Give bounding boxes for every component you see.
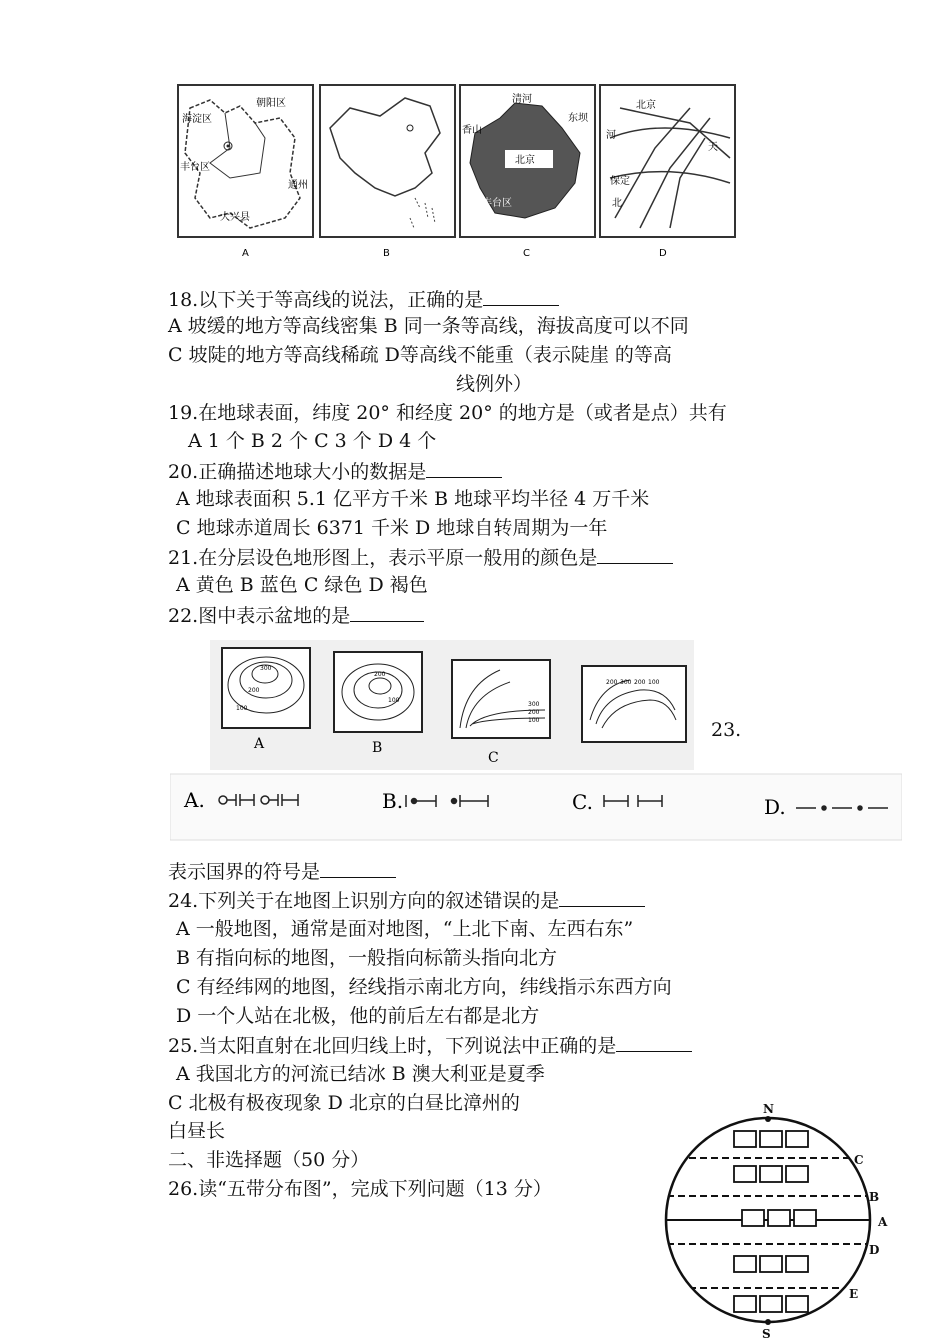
contour-label: 200 (374, 671, 386, 678)
map-d-label-he: 河 (606, 130, 616, 141)
question-25-options-cd: C 北极有极夜现象 D 北京的白昼比漳州的 (168, 1092, 520, 1114)
map-c-label-fengtai: 丰台区 (482, 198, 512, 209)
question-23-number: 23. (711, 719, 742, 741)
contour-label: 100 (648, 679, 660, 686)
map-d-caption: D (659, 248, 667, 259)
question-18-options-ab: A 坡缓的地方等高线密集 B 同一条等高线，海拔高度可以不同 (168, 315, 689, 337)
zone-label-a: A (878, 1215, 888, 1229)
map-c-caption: C (523, 248, 530, 259)
question-25-options-ab: A 我国北方的河流已结冰 B 澳大利亚是夏季 (176, 1063, 545, 1085)
question-23 (168, 859, 396, 884)
question-19-stem: 19.在地球表面，纬度 20° 和经度 20° 的地方是（或者是点）共有 (168, 402, 727, 424)
map-d (600, 85, 735, 259)
question-24-stem: 24.下列关于在地图上识别方向的叙述错误的是 (168, 890, 560, 912)
section-heading-part2: 二、非选择题（50 分） (168, 1149, 370, 1171)
answer-blank (426, 459, 502, 478)
question-21 (168, 545, 673, 570)
zone-label-b: B (869, 1190, 880, 1204)
map-a-label-daxing: 大兴县 (220, 212, 250, 223)
question-24-option-c: C 有经纬网的地图，经线指示南北方向，纬线指示东西方向 (176, 976, 672, 998)
contour-caption-a: A (254, 736, 265, 752)
contour-label: 100 (236, 705, 248, 712)
contour-caption-b: B (372, 740, 383, 756)
map-a-label-tongzhou: 通州 (288, 180, 308, 191)
border-option-a-label: A. (184, 788, 205, 812)
map-c-label-qinghe: 清河 (512, 94, 532, 105)
contour-label: 200 (248, 687, 260, 694)
zone-label-e: E (849, 1287, 859, 1301)
answer-blank (616, 1033, 692, 1052)
question-24-option-d: D 一个人站在北极，他的前后左右都是北方 (176, 1005, 540, 1027)
contour-label: 200 (528, 709, 540, 716)
map-d-label-bei: 北 (612, 198, 622, 209)
contour-label: 200 (634, 679, 646, 686)
question-21-options: A 黄色 B 蓝色 C 绿色 D 褐色 (176, 574, 428, 596)
map-a-label-chaoyang: 朝阳区 (256, 98, 286, 109)
map-b (320, 85, 455, 259)
question-24-option-b: B 有指向标的地图，一般指向标箭头指向北方 (176, 947, 558, 969)
question-20 (168, 459, 502, 484)
question-18-options-cd: C 坡陡的地方等高线稀疏 D等高线不能重（表示陡崖 的等高 (168, 344, 672, 366)
question-18 (168, 287, 559, 312)
contour-panel-d (582, 666, 686, 742)
contour-label: 200 (606, 679, 618, 686)
question-20-options-ab: A 地球表面积 5.1 亿平方千米 B 地球平均半径 4 万千米 (176, 488, 650, 510)
contour-label: 300 (260, 665, 272, 672)
question-18-options-cd-cont: 线例外） (456, 373, 533, 395)
contour-label: 300 (528, 701, 540, 708)
border-symbols-figure (170, 768, 902, 850)
answer-blank (483, 287, 559, 306)
map-d-label-tian: 天 (708, 142, 718, 153)
answer-blank (320, 859, 396, 878)
zone-label-d: D (869, 1243, 880, 1257)
question-19-options: A 1 个 B 2 个 C 3 个 D 4 个 (188, 430, 437, 452)
question-20-stem: 20.正确描述地球大小的数据是 (168, 461, 427, 483)
answer-blank (559, 888, 645, 907)
question-23-stem: 表示国界的符号是 (168, 861, 321, 883)
map-d-label-baoding: 保定 (610, 176, 630, 187)
question-25 (168, 1033, 692, 1058)
contour-caption-c: C (488, 750, 499, 766)
map-a-caption: A (242, 248, 249, 259)
answer-blank (597, 545, 673, 564)
zone-label-c: C (854, 1153, 864, 1167)
question-25-stem: 25.当太阳直射在北回归线上时，下列说法中正确的是 (168, 1035, 617, 1057)
map-a (178, 85, 313, 259)
border-option-c-label: C. (572, 790, 593, 814)
zone-label-n: N (763, 1102, 774, 1116)
beijing-maps-figure (170, 78, 740, 263)
map-c-label-xiangshan: 香山 (462, 125, 482, 136)
map-c-label-dongba: 东坝 (568, 113, 588, 124)
map-a-label-fengtai: 丰台区 (180, 162, 210, 173)
question-24 (168, 888, 645, 913)
map-c (460, 85, 595, 259)
question-22-stem: 22.图中表示盆地的是 (168, 605, 351, 627)
contour-figure (210, 640, 694, 770)
question-22 (168, 603, 424, 628)
border-option-d-label: D. (764, 795, 786, 819)
contour-label: 100 (528, 717, 540, 724)
map-a-label-haidian: 海淀区 (182, 114, 212, 125)
answer-blank (350, 603, 424, 622)
question-21-stem: 21.在分层设色地形图上，表示平原一般用的颜色是 (168, 547, 598, 569)
question-26-stem: 26.读“五带分布图”，完成下列问题（13 分） (168, 1178, 552, 1200)
map-b-caption: B (383, 248, 390, 259)
contour-label: 100 (388, 697, 400, 704)
zone-label-s: S (762, 1327, 771, 1341)
five-zones-diagram (656, 1098, 896, 1342)
map-d-label-beijing: 北京 (636, 100, 656, 111)
contour-label: 300 (620, 679, 632, 686)
question-18-stem: 18.以下关于等高线的说法，正确的是 (168, 289, 484, 311)
map-c-label-beijing: 北京 (515, 155, 535, 166)
border-option-b-label: B. (382, 789, 404, 813)
question-20-options-cd: C 地球赤道周长 6371 千米 D 地球自转周期为一年 (176, 517, 608, 539)
question-24-option-a: A 一般地图，通常是面对地图，“上北下南、左西右东” (176, 918, 634, 940)
question-25-options-cd-cont: 白昼长 (168, 1120, 226, 1142)
